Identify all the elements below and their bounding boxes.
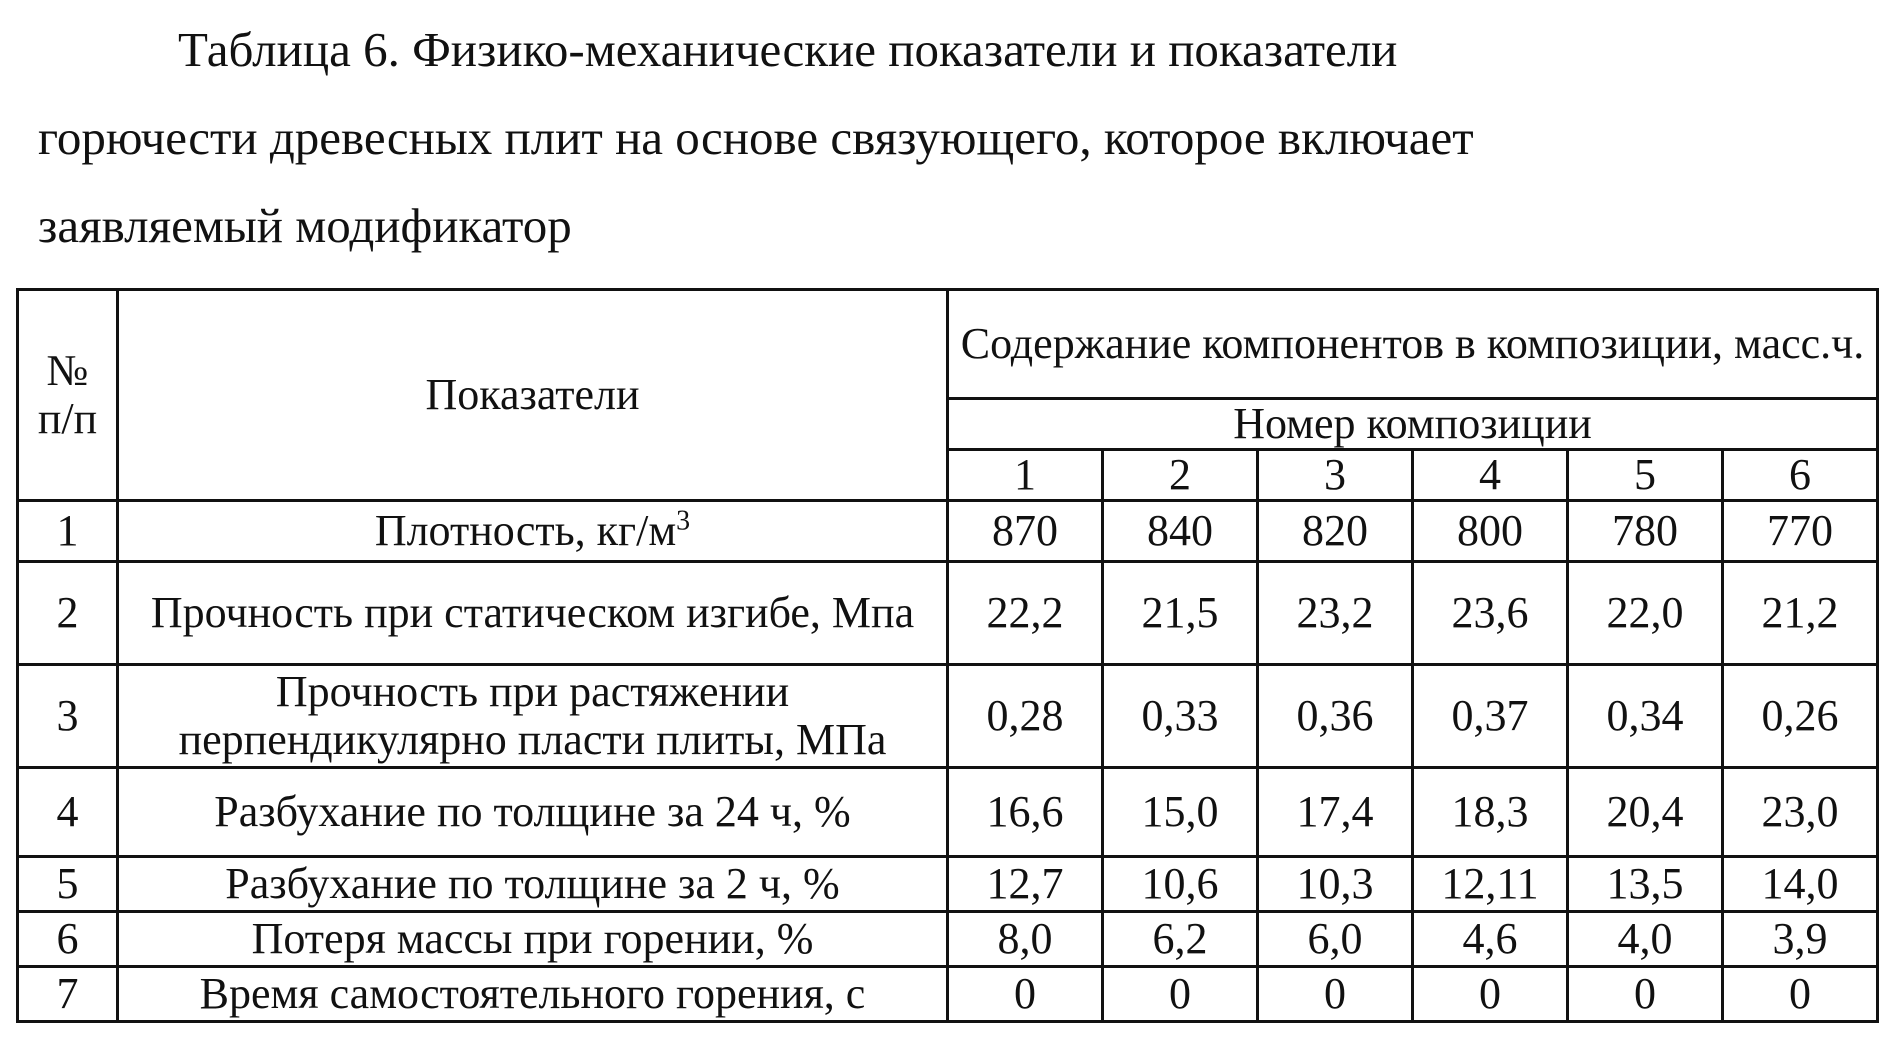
- header-composition-3: 3: [1258, 450, 1413, 501]
- table-caption: [38, 6, 1858, 270]
- row-name: Время самостоятельного горения, с: [118, 967, 948, 1022]
- header-composition-5: 5: [1568, 450, 1723, 501]
- caption-line-3: заявляемый модификатор: [38, 198, 572, 253]
- cell-value: 0: [1413, 967, 1568, 1022]
- row-name: Разбухание по толщине за 24 ч, %: [118, 768, 948, 857]
- header-composition-number: Номер композиции: [948, 399, 1878, 450]
- cell-value: 21,5: [1103, 562, 1258, 665]
- cell-value: 10,3: [1258, 857, 1413, 912]
- row-number: 6: [18, 912, 118, 967]
- cell-value: 0: [948, 967, 1103, 1022]
- cell-value: 18,3: [1413, 768, 1568, 857]
- cell-value: 0,33: [1103, 665, 1258, 768]
- header-composition-2: 2: [1103, 450, 1258, 501]
- row-name: Прочность при статическом изгибе, Мпа: [118, 562, 948, 665]
- table-row: [18, 967, 1878, 1022]
- cell-value: 0: [1568, 967, 1723, 1022]
- cell-value: 13,5: [1568, 857, 1723, 912]
- header-indicator: Показатели: [118, 290, 948, 501]
- cell-value: 800: [1413, 501, 1568, 562]
- cell-value: 14,0: [1723, 857, 1878, 912]
- header-content: Содержание компонентов в композиции, масс.ч.: [948, 290, 1878, 399]
- cell-value: 4,0: [1568, 912, 1723, 967]
- cell-value: 0,37: [1413, 665, 1568, 768]
- header-composition-4: 4: [1413, 450, 1568, 501]
- cell-value: 23,6: [1413, 562, 1568, 665]
- row-number: 1: [18, 501, 118, 562]
- cell-value: 4,6: [1413, 912, 1568, 967]
- cell-value: 820: [1258, 501, 1413, 562]
- caption-line-1: Таблица 6. Физико-механические показатели и показатели: [178, 22, 1398, 77]
- row-name: Разбухание по толщине за 2 ч, %: [118, 857, 948, 912]
- row-name-text: Плотность, кг/м: [374, 506, 677, 555]
- table-row: [18, 562, 1878, 665]
- cell-value: 0: [1103, 967, 1258, 1022]
- cell-value: 22,0: [1568, 562, 1723, 665]
- header-composition-6: 6: [1723, 450, 1878, 501]
- caption-line-2: горючести древесных плит на основе связующего, которое включает: [38, 110, 1474, 165]
- cell-value: 840: [1103, 501, 1258, 562]
- row-name: Прочность при растяжении перпендикулярно пласти плиты, МПа: [118, 665, 948, 768]
- row-name: [118, 501, 948, 562]
- cell-value: 12,11: [1413, 857, 1568, 912]
- cell-value: 0,34: [1568, 665, 1723, 768]
- cell-value: 0,26: [1723, 665, 1878, 768]
- row-number: 7: [18, 967, 118, 1022]
- cell-value: 0,36: [1258, 665, 1413, 768]
- row-name-superscript: 3: [676, 505, 691, 537]
- cell-value: 0: [1258, 967, 1413, 1022]
- cell-value: 6,2: [1103, 912, 1258, 967]
- cell-value: 3,9: [1723, 912, 1878, 967]
- row-name: Потеря массы при горении, %: [118, 912, 948, 967]
- cell-value: 17,4: [1258, 768, 1413, 857]
- cell-value: 0,28: [948, 665, 1103, 768]
- header-composition-1: 1: [948, 450, 1103, 501]
- row-number: 2: [18, 562, 118, 665]
- cell-value: 22,2: [948, 562, 1103, 665]
- cell-value: 12,7: [948, 857, 1103, 912]
- cell-value: 870: [948, 501, 1103, 562]
- cell-value: 21,2: [1723, 562, 1878, 665]
- cell-value: 770: [1723, 501, 1878, 562]
- table-row: [18, 501, 1878, 562]
- table-row: [18, 768, 1878, 857]
- cell-value: 0: [1723, 967, 1878, 1022]
- cell-value: 16,6: [948, 768, 1103, 857]
- cell-value: 23,2: [1258, 562, 1413, 665]
- table-row: [18, 665, 1878, 768]
- properties-table: [16, 288, 1879, 1023]
- cell-value: 6,0: [1258, 912, 1413, 967]
- row-number: 4: [18, 768, 118, 857]
- header-no: № п/п: [18, 290, 118, 501]
- cell-value: 10,6: [1103, 857, 1258, 912]
- table-row: [18, 857, 1878, 912]
- cell-value: 15,0: [1103, 768, 1258, 857]
- cell-value: 20,4: [1568, 768, 1723, 857]
- cell-value: 23,0: [1723, 768, 1878, 857]
- cell-value: 780: [1568, 501, 1723, 562]
- cell-value: 8,0: [948, 912, 1103, 967]
- row-number: 3: [18, 665, 118, 768]
- row-number: 5: [18, 857, 118, 912]
- table-row: [18, 912, 1878, 967]
